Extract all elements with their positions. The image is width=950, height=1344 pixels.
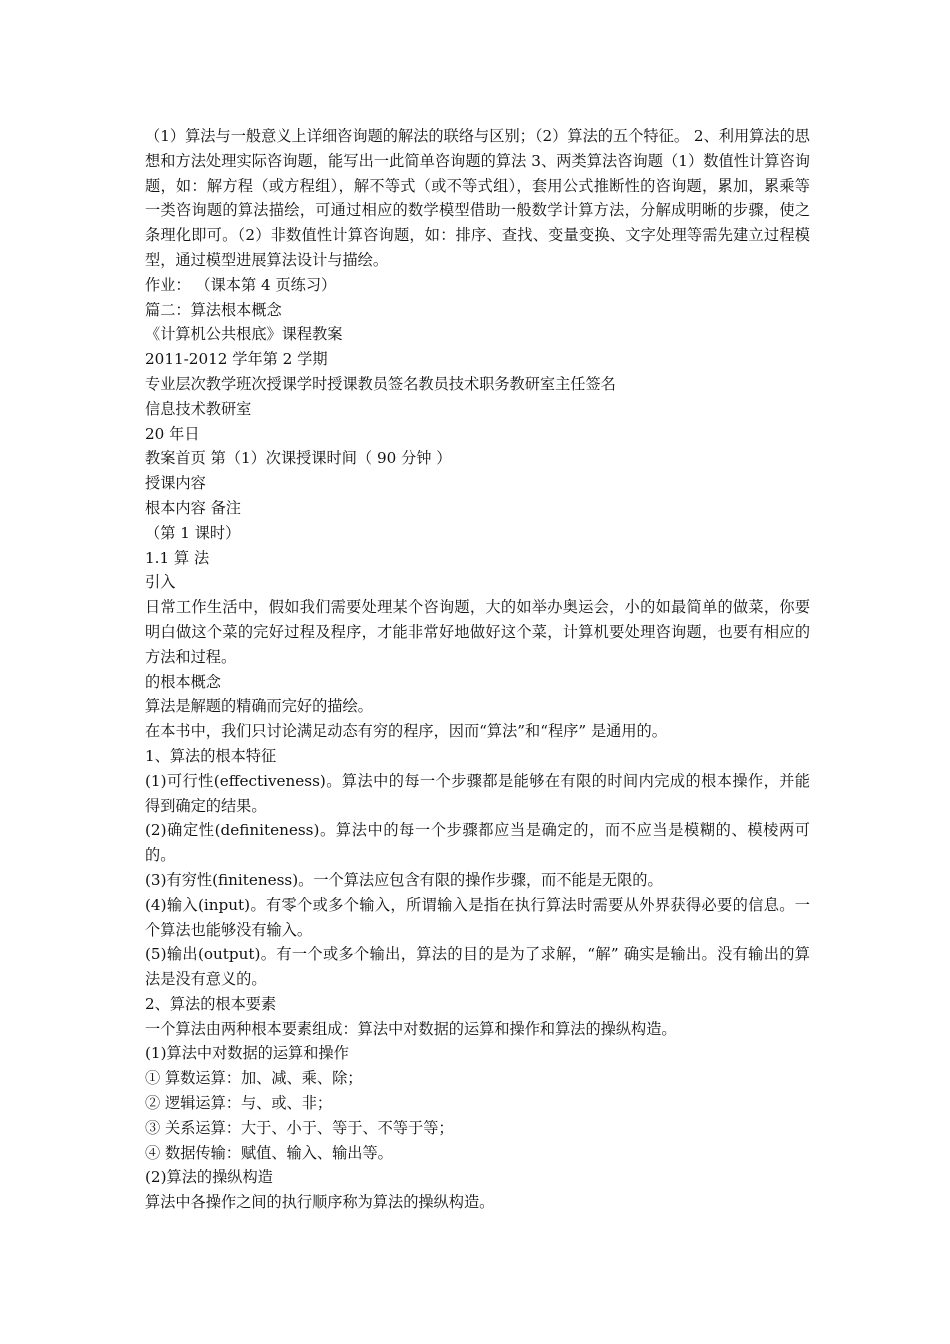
course-title: 《计算机公共根底》课程教案 bbox=[145, 325, 343, 344]
section-1-1-heading: 1.1 算 法 bbox=[145, 548, 210, 567]
section-heading: 篇二：算法根本概念 bbox=[145, 300, 282, 319]
paragraph-scope: 在本书中，我们只讨论满足动态有穷的程序，因而“算法”和“程序” 是通用的。 bbox=[145, 722, 667, 741]
control-structure-heading: (2)算法的操纵构造 bbox=[145, 1168, 273, 1187]
features-heading: 1、算法的根本特征 bbox=[145, 746, 277, 765]
lesson-period: （第 1 课时） bbox=[145, 523, 241, 542]
content-notes-label: 根本内容 备注 bbox=[145, 498, 241, 517]
paragraph-homework: 作业： （课本第 4 页练习） bbox=[145, 275, 337, 294]
elements-heading: 2、算法的根本要素 bbox=[145, 994, 277, 1013]
feature-effectiveness: (1)可行性(effectiveness)。算法中的每一个步骤都是能够在有限的时间内完成的根本操作，并能得到确定的结果。 bbox=[145, 771, 810, 815]
lesson-plan-header: 教案首页 第（1）次课授课时间（ 90 分钟 ） bbox=[145, 449, 452, 468]
paragraph-objectives: （1）算法与一般意义上详细咨询题的解法的联络与区别；（2）算法的五个特征。 2、利用算法的思想和方法处理实际咨询题，能写出一此简单咨询题的算法 3、两类算法咨询题（1）数值性计算咨询题，如：解方程（或方程组），解不等式（或不等式组），套用公式推断性的咨询题，累加，累乘等一类咨询题的算法描绘，可通过相应的数学模型借助一般数学计算方法，分解成明晰的步骤，使之条理化即可。（2）非数值性计算咨询题，如：排序、查找、变量变换、文字处理等需先建立过程模型，通过模型进展算法设计与描绘。 bbox=[145, 127, 810, 269]
semester-line: 2011-2012 学年第 2 学期 bbox=[145, 350, 328, 369]
basic-concept-heading: 的根本概念 bbox=[145, 672, 221, 691]
paragraph-intro: 日常工作生活中，假如我们需要处理某个咨询题，大的如举办奥运会，小的如最简单的做菜，你要明白做这个菜的完好过程及程序，才能非常好地做好这个菜，计算机要处理咨询题，也要有相应的方法和过程。 bbox=[145, 598, 810, 666]
feature-definiteness: (2)确定性(definiteness)。算法中的每一个步骤都应当是确定的，而不应当是模糊的、模棱两可的。 bbox=[145, 821, 810, 865]
feature-finiteness: (3)有穷性(finiteness)。一个算法应包含有限的操作步骤，而不能是无限的。 bbox=[145, 870, 663, 889]
department-line: 信息技术教研室 bbox=[145, 399, 252, 418]
paragraph-control-structure: 算法中各操作之间的执行顺序称为算法的操纵构造。 bbox=[145, 1193, 495, 1212]
operation-relational: ③ 关系运算：大于、小于、等于、不等于等； bbox=[145, 1118, 454, 1137]
paragraph-definition: 算法是解题的精确而完好的描绘。 bbox=[145, 697, 373, 716]
signature-fields-line: 专业层次教学班次授课学时授课教员签名教员技术职务教研室主任签名 bbox=[145, 374, 616, 393]
operation-logical: ② 逻辑运算：与、或、非； bbox=[145, 1094, 333, 1113]
date-line: 20 年日 bbox=[145, 424, 200, 443]
operation-data-transfer: ④ 数据传输：赋值、输入、输出等。 bbox=[145, 1143, 393, 1162]
feature-input: (4)输入(input)。有零个或多个输入，所谓输入是指在执行算法时需要从外界获得必要的信息。一个算法也能够没有输入。 bbox=[145, 895, 810, 939]
operation-arithmetic: ① 算数运算：加、减、乘、除； bbox=[145, 1069, 363, 1088]
feature-output: (5)输出(output)。有一个或多个输出，算法的目的是为了求解，“解” 确实是输出。没有输出的算法是没有意义的。 bbox=[145, 945, 810, 989]
operations-heading: (1)算法中对数据的运算和操作 bbox=[145, 1044, 349, 1063]
paragraph-elements: 一个算法由两种根本要素组成：算法中对数据的运算和操作和算法的操纵构造。 bbox=[145, 1019, 677, 1038]
document-page bbox=[145, 124, 810, 1215]
teaching-content-label: 授课内容 bbox=[145, 474, 206, 493]
intro-heading: 引入 bbox=[145, 573, 176, 592]
